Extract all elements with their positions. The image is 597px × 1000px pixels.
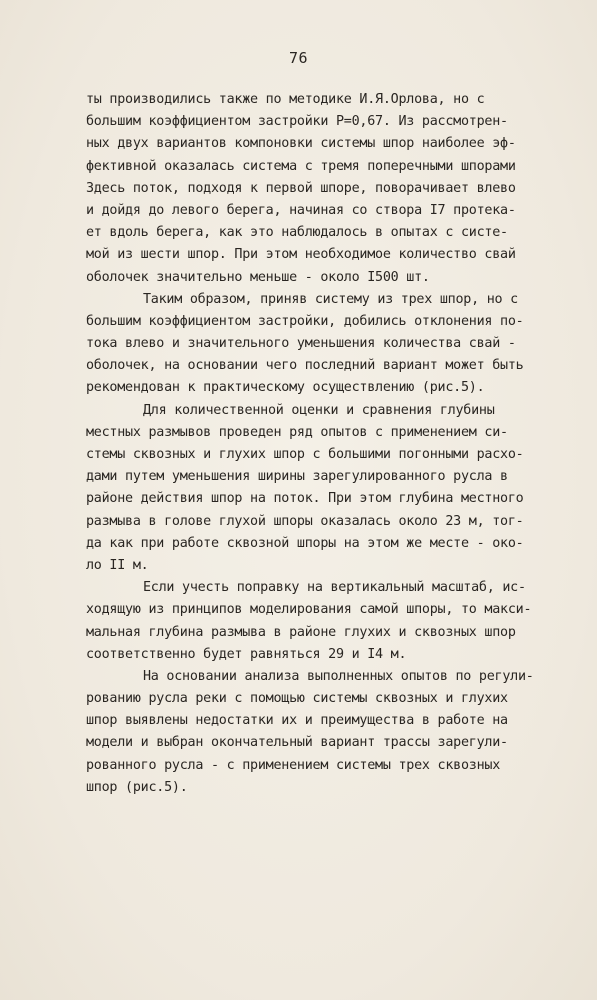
text-line: модели и выбран окончательный вариант трассы зарегули- (86, 735, 508, 751)
text-line: оболочек значительно меньше - около I500 шт. (86, 269, 430, 285)
text-line: Таким образом, приняв систему из трех шпор, но с (143, 291, 518, 307)
text-line: тока влево и значительного уменьшения количества свай - (86, 336, 516, 352)
text-line: ты производились также по методике И.Я.Орлова, но с (86, 92, 485, 107)
text-line: рованию русла реки с помощью системы сквозных и глухих (86, 691, 508, 707)
text-line: ходящую из принципов моделирования самой шпоры, то макси- (86, 602, 532, 618)
text-line: Здесь поток, подходя к первой шпоре, поворачивает влево (86, 180, 516, 196)
text-line: стемы сквозных и глухих шпор с большими погонными расхо- (86, 447, 524, 462)
text-line: большим коэффициентом застройки Р=0,67. Из рассмотрен- (86, 114, 508, 130)
text-line: Для количественной оценки и сравнения глубины (143, 402, 495, 418)
text-line: ных двух вариантов компоновки системы шпор наиболее эф- (86, 136, 516, 152)
text-line: оболочек, на основании чего последний вариант может быть (86, 358, 524, 374)
text-line: ет вдоль берега, как это наблюдалось в опытах с систе- (86, 225, 508, 241)
text-line: и дойдя до левого берега, начиная со створа I7 протека- (86, 202, 516, 218)
text-line: мальная глубина размыва в районе глухих и сквозных шпор (86, 624, 516, 640)
text-line: На основании анализа выполненных опытов по регули- (143, 668, 534, 684)
text-line: соответственно будет равняться 29 и I4 м. (86, 646, 407, 662)
text-line: дами путем уменьшения ширины зарегулированного русла в (86, 469, 508, 485)
text-line: размыва в голове глухой шпоры оказалась около 23 м, тог- (86, 513, 524, 529)
text-line: фективной оказалась система с тремя поперечными шпорами (86, 158, 516, 174)
text-line: мой из шести шпор. При этом необходимое количество свай (86, 247, 516, 263)
text-line: шпор выявлены недостатки их и преимущества в работе на (86, 713, 508, 729)
text-line: районе действия шпор на поток. При этом глубина местного (86, 491, 524, 507)
text-line: Если учесть поправку на вертикальный масштаб, ис- (143, 580, 526, 596)
text-line: большим коэффициентом застройки, добились отклонения по- (86, 313, 524, 329)
text-line: шпор (рис.5). (86, 779, 188, 795)
text-line: рованного русла - с применением системы трех сквозных (86, 757, 501, 773)
text-line: местных размывов проведен ряд опытов с применением си- (86, 424, 508, 440)
body-text (86, 89, 566, 799)
page-number: 76 (288, 49, 309, 67)
text-line: рекомендован к практическому осуществлению (рис.5). (86, 380, 485, 396)
text-line: да как при работе сквозной шпоры на этом же месте - око- (86, 535, 524, 551)
text-line: ло II м. (86, 557, 149, 573)
